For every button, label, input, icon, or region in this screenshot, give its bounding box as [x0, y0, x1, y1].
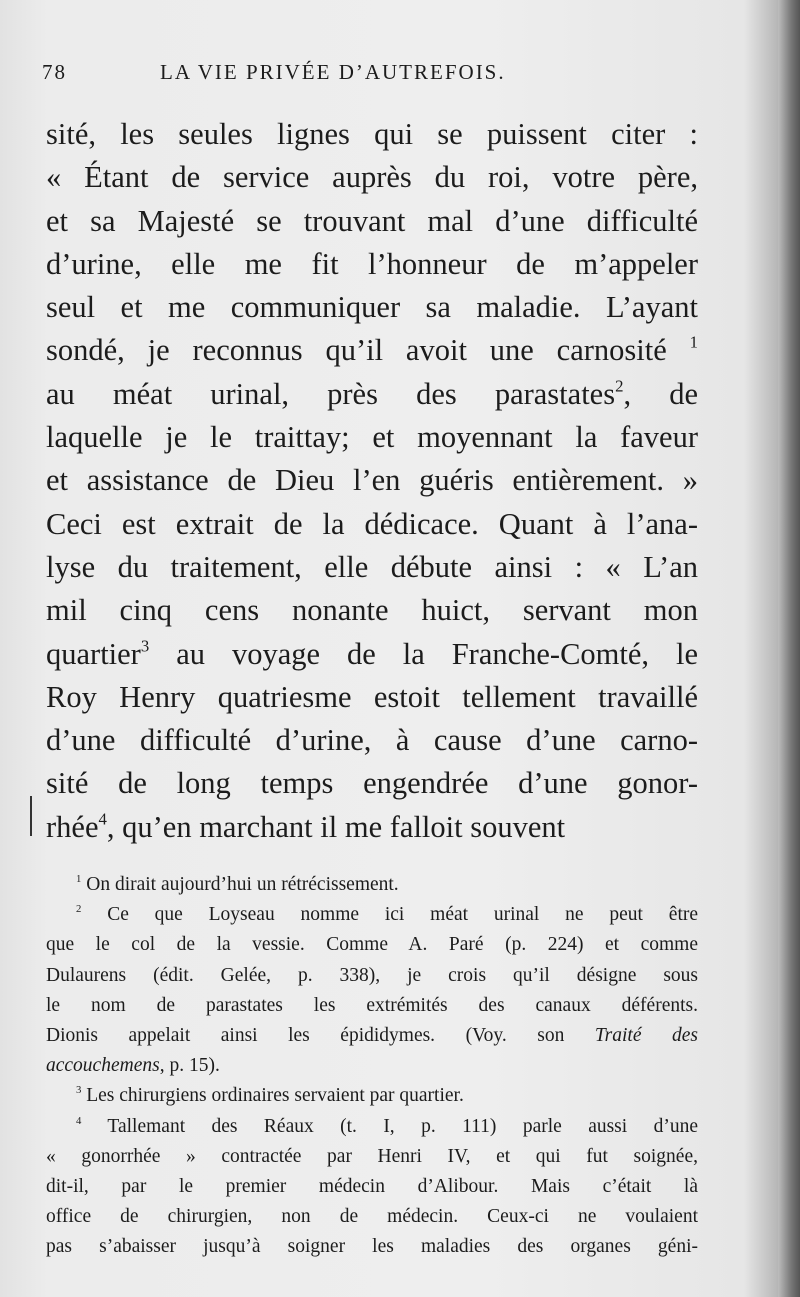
footnote-ref: 2 — [615, 376, 624, 396]
main-text — [46, 113, 698, 849]
text-line: Ceci est extrait de la dédicace. Quant à l’ana- — [46, 506, 698, 541]
text-line: et sa Majesté se trouvant mal d’une difficulté — [46, 203, 698, 238]
page-gutter-shadow — [778, 0, 800, 1297]
running-title: LA VIE PRIVÉE D’AUTREFOIS. — [160, 60, 506, 84]
text-line: d’urine, elle me fit l’honneur de m’appeler — [46, 246, 698, 281]
text-line: seul et me communiquer sa maladie. L’ayant — [46, 290, 698, 325]
text-segment: sondé, je reconnus qu’il avoit une carnosité — [46, 333, 667, 368]
footnote-number: 4 — [76, 1114, 82, 1127]
text-line — [46, 806, 698, 849]
footnote-ref: 3 — [140, 635, 150, 655]
text-segment: rhée — [46, 809, 99, 844]
text-segment: au voyage de la Franche-Comté, le — [176, 636, 699, 671]
footnote-line — [46, 1051, 698, 1081]
footnote-line: pas s’abaisser jusqu’à soigner les maladies des organes géni- — [46, 1236, 698, 1258]
footnote-4 — [46, 1112, 698, 1142]
book-title: Traité des — [594, 1024, 698, 1046]
text-line: sité, les seules lignes qui se puissent citer : — [46, 117, 698, 151]
text-line — [46, 633, 698, 676]
footnote-text: Ce que Loyseau nomme ici méat urinal ne peut être — [107, 904, 699, 926]
text-line: laquelle je le traittay; et moyennant la faveur — [46, 420, 698, 455]
text-segment: , — [106, 809, 115, 844]
footnote-text: Dionis appelait ainsi les épididymes. (Voy. son — [46, 1024, 565, 1046]
footnote-line — [46, 1021, 698, 1051]
text-line — [46, 329, 698, 372]
text-line: mil cinq cens nonante huict, servant mon — [46, 593, 698, 628]
text-segment: quartier — [46, 636, 141, 671]
text-line: et assistance de Dieu l’en guéris entièrement. » — [46, 463, 698, 498]
footnote-line: office de chirurgien, non de médecin. Ceux-ci ne voulaient — [46, 1206, 698, 1228]
footnotes — [46, 870, 698, 1262]
footnote-number: 1 — [76, 872, 82, 885]
footnote-ref: 1 — [689, 332, 698, 352]
footnote-line: Dulaurens (édit. Gelée, p. 338), je crois qu’il désigne sous — [46, 964, 698, 986]
footnote-line: que le col de la vessie. Comme A. Paré (p. 224) et comme — [46, 934, 698, 956]
footnote-1 — [46, 870, 698, 900]
text-segment: au méat urinal, près des parastates — [46, 376, 616, 411]
book-title: accouchemens — [46, 1055, 160, 1077]
footnote-text: On dirait aujourd’hui un rétrécissement. — [86, 874, 399, 895]
text-segment: qu’en marchant il me falloit souvent — [122, 809, 566, 844]
footnote-line: le nom de parastates les extrémités des canaux déférents. — [46, 994, 698, 1016]
footnote-3 — [46, 1081, 698, 1111]
footnote-line: « gonorrhée » contractée par Henri IV, et qui fut soignée, — [46, 1145, 698, 1167]
page-number: 78 — [42, 60, 67, 84]
text-line: Roy Henry quatriesme estoit tellement travaillé — [46, 679, 698, 714]
running-header — [42, 60, 742, 90]
footnote-2 — [46, 900, 698, 930]
text-line: « Étant de service auprès du roi, votre père, — [46, 160, 698, 195]
footnote-number: 2 — [76, 903, 82, 916]
footnote-number: 3 — [76, 1084, 82, 1097]
text-segment: , de — [623, 376, 698, 411]
footnote-text: Tallemant des Réaux (t. I, p. 111) parle aussi d’une — [107, 1115, 698, 1137]
footnote-line: dit-il, par le premier médecin d’Alibour. Mais c’était là — [46, 1175, 698, 1197]
margin-mark — [30, 796, 32, 836]
text-line — [46, 373, 698, 416]
footnote-ref: 4 — [98, 809, 107, 829]
text-line: sité de long temps engendrée d’une gonor- — [46, 766, 698, 801]
footnote-text: , p. 15). — [159, 1055, 220, 1077]
text-line: lyse du traitement, elle débute ainsi : « L’an — [46, 549, 698, 584]
footnote-text: Les chirurgiens ordinaires servaient par quartier. — [86, 1085, 464, 1107]
text-line: d’une difficulté d’urine, à cause d’une carno- — [46, 723, 698, 758]
